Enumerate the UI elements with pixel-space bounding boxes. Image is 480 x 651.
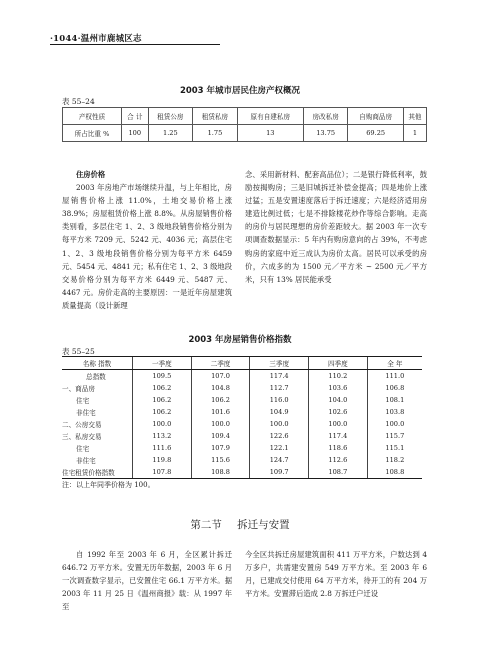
table-cell: 103.8: [367, 406, 422, 418]
paragraph: 2003 年房地产市场继续升温，与上年相比，房屋销售价格上涨 11.0%，土地交易价格上涨 38.9%；房屋租赁价格上涨 8.8%。从房屋销售价格类别看，多层住宅 1、2、3 级地段销售价格分别为每平方米 7209 元、5242 元、4036 元；高层住宅 1、2、3 级地段销售价格分别为每平方米 6459 元、5454 元、4841 元；私有住宅 1、2、3 级地段交易价格分别为每平方米 6449 元、5487 元、4467 元。房价走高的主要原因：一是近年房屋建筑质量提高（设计新理: [62, 183, 232, 310]
table-cell: 119.8: [133, 454, 192, 466]
table-row: [62, 370, 422, 383]
row-label: 总指数: [86, 373, 106, 381]
table-cell: 108.8: [191, 466, 250, 479]
table-cell: 113.2: [133, 430, 192, 442]
housing-price-column-1: [62, 168, 232, 312]
table-cell: 1: [403, 125, 426, 142]
table-cell: 100.0: [367, 418, 422, 430]
table-cell: 100.0: [133, 418, 192, 430]
header-cell: 其他: [403, 108, 426, 125]
table-cell: 104.0: [309, 394, 368, 406]
table-cell: 1.75: [193, 125, 238, 142]
table-cell: 122.1: [250, 442, 309, 454]
paragraph: 今全区共拆迁房屋建筑面积 411 万平方米，户数达到 4 万多户，共需建安置房 549 万平方米。至 2003 年 6 月，已建成交付使用 64 万平方米，待开工的有 204 万平方米。安置滞后造成 2.8 万拆迁户迁设: [245, 550, 427, 599]
price-index-table: [62, 356, 422, 479]
table-row: [63, 125, 427, 142]
housing-ownership-table: [62, 107, 427, 142]
table-cell: 13.75: [303, 125, 348, 142]
table-header-row: [62, 357, 422, 370]
row-label: 三、私房交易: [62, 433, 102, 441]
table-cell: 108.7: [309, 466, 368, 479]
header-cell: 三季度: [250, 357, 309, 370]
header-cell: 合 计: [122, 108, 149, 125]
table-cell: 118.2: [367, 454, 422, 466]
table2-note: 注：以上年同季价格为 100。: [62, 481, 155, 489]
table-cell: 117.4: [250, 370, 309, 383]
table-cell: 118.6: [309, 442, 368, 454]
header-cell: 租赁私房: [193, 108, 238, 125]
section-title: 拆迁与安置: [237, 519, 290, 531]
table-cell: 109.5: [133, 370, 192, 383]
table1-number: 表 55–24: [62, 97, 95, 106]
table-cell: 104.9: [250, 406, 309, 418]
table-cell: 109.4: [191, 430, 250, 442]
row-label: 住宅: [76, 397, 90, 405]
table-cell: 112.7: [250, 382, 309, 394]
table-cell: 106.2: [133, 382, 192, 394]
table-cell: 122.6: [250, 430, 309, 442]
table-cell: 69.25: [348, 125, 403, 142]
header-cell: 二季度: [191, 357, 250, 370]
table-cell: 100: [122, 125, 149, 142]
table-cell: 106.8: [367, 382, 422, 394]
table-cell: 100.0: [250, 418, 309, 430]
table-cell: 107.8: [133, 466, 192, 479]
relocation-column-2: [245, 548, 427, 600]
table-cell: 109.7: [250, 466, 309, 479]
table-cell: 106.2: [133, 406, 192, 418]
table-cell: 106.2: [191, 394, 250, 406]
section-subhead: 住房价格: [76, 170, 106, 179]
table-cell: 104.8: [191, 382, 250, 394]
header-rule: [50, 44, 220, 45]
table-cell: 108.8: [367, 466, 422, 479]
row-label: 住宅: [76, 445, 90, 453]
table-row: [62, 382, 422, 394]
table-cell: 100.0: [191, 418, 250, 430]
header-cell: 自购商品房: [348, 108, 403, 125]
section-number: 第二节: [190, 519, 222, 531]
paragraph: 自 1992 年至 2003 年 6 月，全区累计拆迁 646.72 万平方米。安置无历年数据，2003 年 6 月一次调查数字显示，已安置住宅 66.1 万平方米。据 2003 年 11 月 25 日《温州商报》载：从 1997 年至: [62, 550, 232, 612]
table-cell: 111.0: [367, 370, 422, 383]
table-cell: 115.1: [367, 442, 422, 454]
table-cell: 102.6: [309, 406, 368, 418]
table-row: [62, 466, 422, 479]
table-cell: 112.6: [309, 454, 368, 466]
table-cell: 108.1: [367, 394, 422, 406]
table-cell: 101.6: [191, 406, 250, 418]
section-heading: [0, 517, 480, 532]
table2-number: 表 55–25: [62, 347, 95, 356]
row-label: 非住宅: [76, 409, 96, 417]
table-cell: 107.0: [191, 370, 250, 383]
running-header: ·1044·温州市鹿城区志: [50, 34, 142, 44]
table-header-row: [63, 108, 427, 125]
table-cell: 107.9: [191, 442, 250, 454]
header-cell: 全 年: [367, 357, 422, 370]
table-cell: 115.7: [367, 430, 422, 442]
relocation-column-1: [62, 548, 232, 613]
table-row: [62, 406, 422, 418]
row-label: 二、公房交易: [62, 421, 102, 429]
table2-title: 2003 年房屋销售价格指数: [188, 335, 292, 345]
table-cell: 103.6: [309, 382, 368, 394]
table-cell: 124.7: [250, 454, 309, 466]
housing-price-column-2: [245, 168, 427, 286]
table-cell: 111.6: [133, 442, 192, 454]
table-row: [62, 418, 422, 430]
table1-title: 2003 年城市居民住房产权概况: [179, 86, 301, 96]
table-row: [62, 442, 422, 454]
row-label: 非住宅: [76, 457, 96, 465]
header-cell: 原有自建私房: [237, 108, 303, 125]
table-cell: 115.6: [191, 454, 250, 466]
header-cell: 产权性质: [63, 108, 122, 125]
paragraph: 念、采用新材料、配套高品位）；二是银行降低利率，鼓励按揭购房；三是旧城拆迁补偿金提高；四是地价上涨过猛；五是安置速度落后于拆迁速度；六是经济适用房建造比例过低；七是不排除楼花炒作等综合影响。走高的房价与居民理想的房价差距较大。据 2003 年一次专项调查数据显示：5 年内有购房意向的占 39%，不考虑购房的家庭中近三成认为房价太高。居民可以承受的房价，六成多的为 1500 元／平方米 ~ 2500 元／平方米，只有 13% 居民能承受: [245, 170, 427, 284]
table-cell: 所占比重 %: [63, 125, 122, 142]
table-row: [62, 394, 422, 406]
header-cell: 一季度: [133, 357, 192, 370]
table-cell: 116.0: [250, 394, 309, 406]
table-cell: 100.0: [309, 418, 368, 430]
table-row: [62, 430, 422, 442]
header-cell: 租赁公房: [148, 108, 193, 125]
table-cell: 110.2: [309, 370, 368, 383]
table-cell: 13: [237, 125, 303, 142]
table-cell: 106.2: [133, 394, 192, 406]
row-label: 一、商品房: [62, 385, 95, 393]
table-row: [62, 454, 422, 466]
table-cell: 1.25: [148, 125, 193, 142]
header-cell: 房改私房: [303, 108, 348, 125]
header-cell: 名称 指数: [62, 357, 133, 370]
table-cell: 117.4: [309, 430, 368, 442]
header-cell: 四季度: [309, 357, 368, 370]
row-label: 住宅租赁价格指数: [62, 466, 133, 479]
